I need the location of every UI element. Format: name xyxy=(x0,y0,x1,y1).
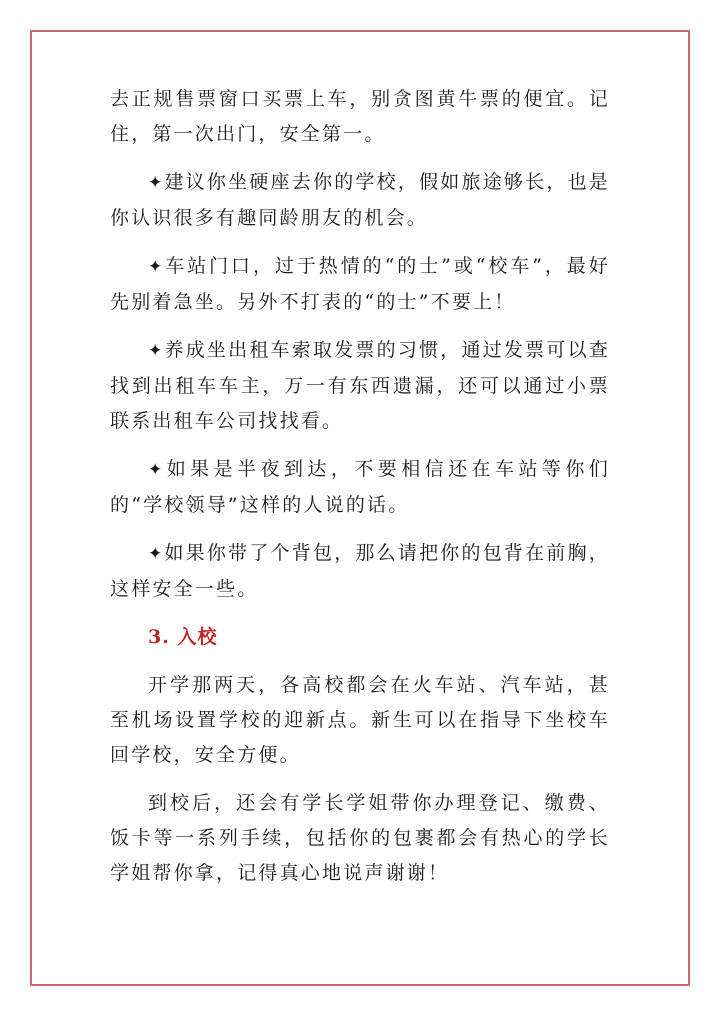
paragraph-text: 去正规售票窗口买票上车，别贪图黄牛票的便宜。记住，第一次出门，安全第一。 xyxy=(110,88,610,145)
star-bullet-icon: ✦ xyxy=(148,341,165,361)
document-body xyxy=(110,82,610,904)
bullet-taxi-receipt xyxy=(110,333,610,439)
star-bullet-icon: ✦ xyxy=(148,173,165,193)
bullet-text: 如果你带了个背包，那么请把你的包背在前胸，这样安全一些。 xyxy=(110,542,610,600)
bullet-text: 如果是半夜到达，不要相信还在车站等你们的“学校领导”这样的人说的话。 xyxy=(110,458,610,516)
bullet-midnight-arrival xyxy=(110,452,610,523)
bullet-text: 车站门口，过于热情的“的士”或“校车”，最好先别着急坐。另外不打表的“的士”不要上！ xyxy=(110,255,610,313)
star-bullet-icon: ✦ xyxy=(148,544,165,564)
bullet-text: 养成坐出租车索取发票的习惯，通过发票可以查找到出租车车主，万一有东西遗漏，还可以通过小票联系出租车公司找找看。 xyxy=(110,339,610,432)
paragraph-text: 到校后，还会有学长学姐带你办理登记、缴费、饭卡等一系列手续，包括你的包裹都会有热心的学长学姐帮你拿，记得真心地说声谢谢！ xyxy=(110,792,610,884)
star-bullet-icon: ✦ xyxy=(148,257,165,277)
paragraph-text: 开学那两天，各高校都会在火车站、汽车站，甚至机场设置学校的迎新点。新生可以在指导下坐校车回学校，安全方便。 xyxy=(110,674,610,766)
paragraph-welcome-points xyxy=(110,668,610,773)
paragraph-ticket-advice xyxy=(110,82,610,152)
paragraph-registration xyxy=(110,786,610,891)
bullet-hard-seat xyxy=(110,165,610,236)
bullet-text: 建议你坐硬座去你的学校，假如旅途够长，也是你认识很多有趣同龄朋友的机会。 xyxy=(110,171,610,229)
section-heading-enrollment: 3. 入校 xyxy=(148,626,218,648)
star-bullet-icon: ✦ xyxy=(148,460,165,480)
bullet-taxi-warning xyxy=(110,249,610,320)
bullet-backpack xyxy=(110,536,610,607)
